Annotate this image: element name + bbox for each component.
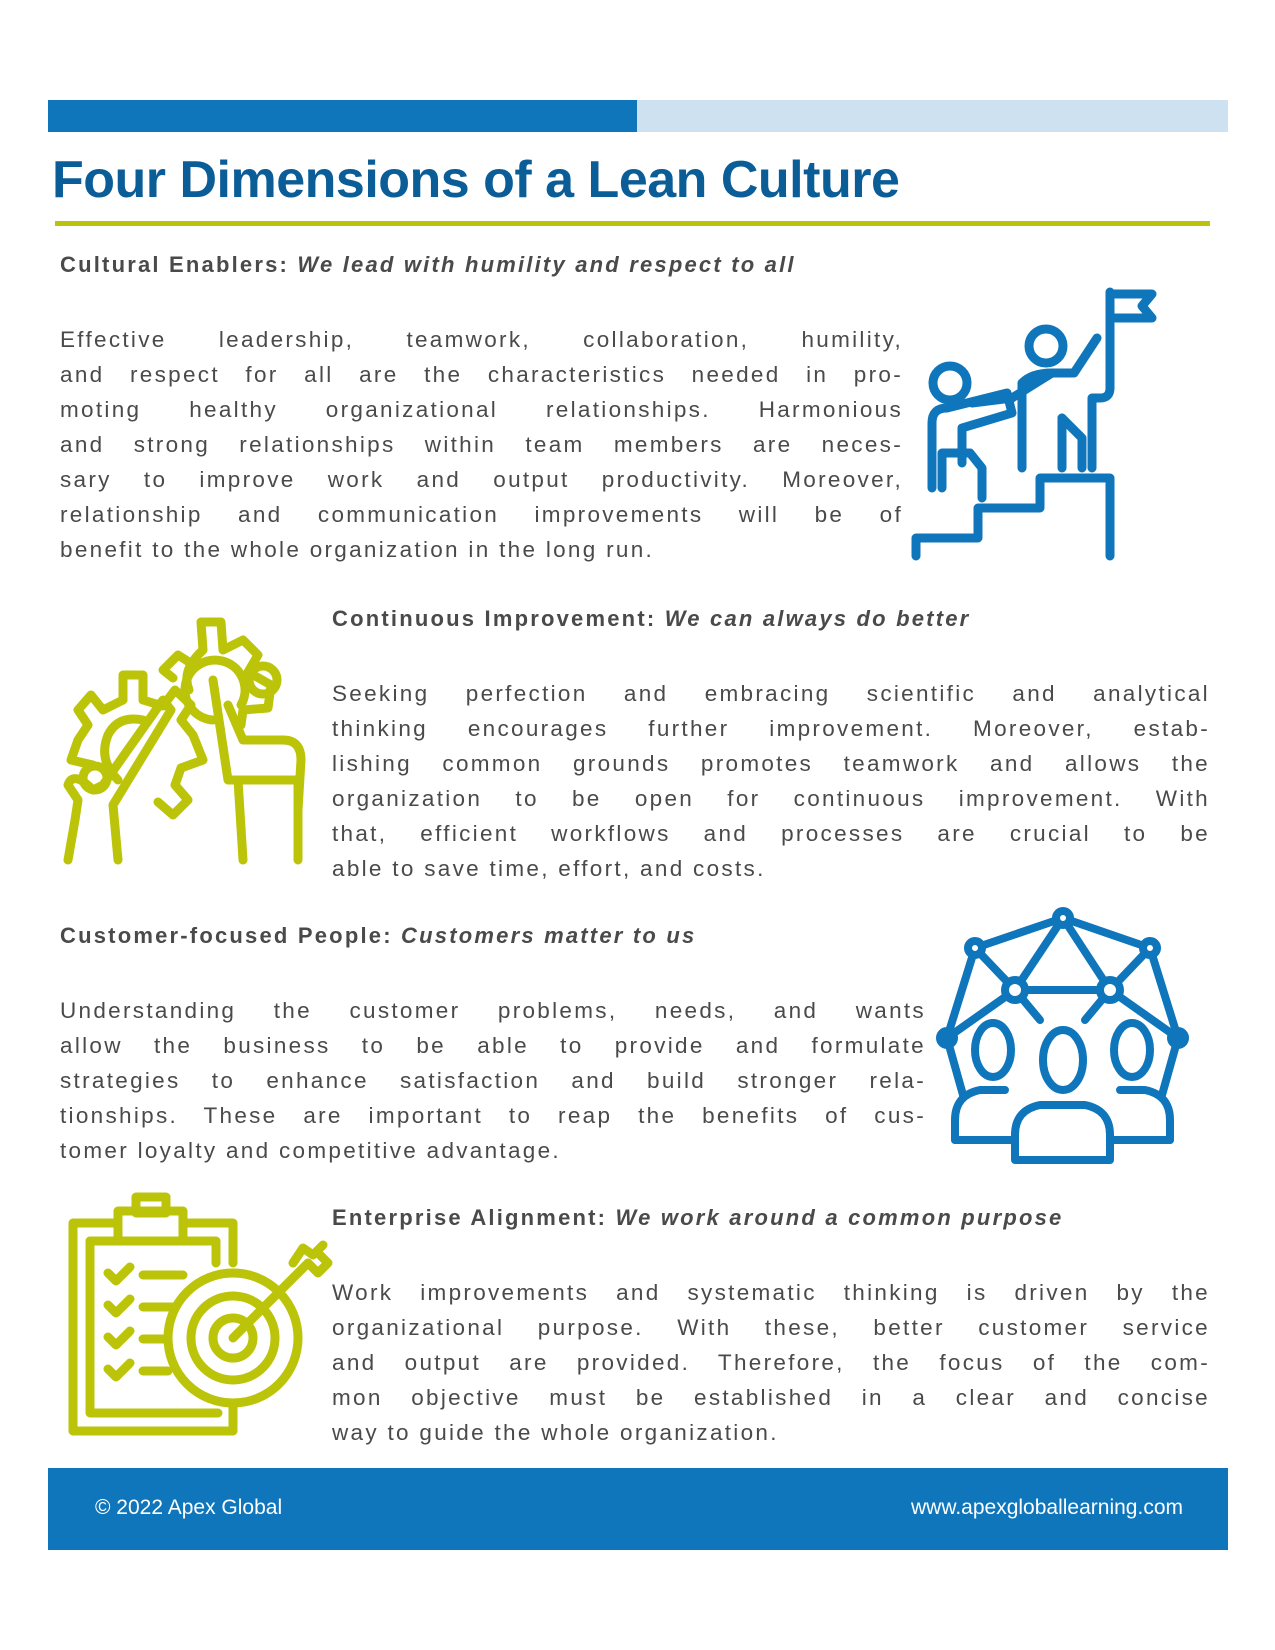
- paragraph-line: tomer loyalty and competitive advantage.: [60, 1138, 561, 1163]
- paragraph-line: Understanding the customer problems, needs, and wants: [60, 998, 926, 1023]
- clipboard-target-icon: [68, 1193, 330, 1437]
- paragraph-line: sary to improve work and output productivity. Moreover,: [60, 467, 903, 492]
- heading-label: Continuous Improvement:: [332, 606, 657, 631]
- section-heading-cultural-enablers: [60, 252, 796, 278]
- paragraph-line: Effective leadership, teamwork, collaboration, humility,: [60, 327, 903, 352]
- paragraph-line: organizational purpose. With these, better customer service: [332, 1315, 1210, 1340]
- people-with-gears-icon: [63, 610, 323, 872]
- paragraph-line: organization to be open for continuous improvement. With: [332, 786, 1210, 811]
- paragraph-line: way to guide the whole organization.: [332, 1420, 779, 1445]
- paragraph-line: allow the business to be able to provide and formulate: [60, 1033, 926, 1058]
- customer-network-icon: [935, 910, 1190, 1168]
- heading-label: Cultural Enablers:: [60, 252, 290, 277]
- header-accent-bar-dark: [48, 100, 637, 132]
- heading-label: Customer-focused People:: [60, 923, 393, 948]
- paragraph-line: Seeking perfection and embracing scientific and analytical: [332, 681, 1210, 706]
- paragraph-line: tionships. These are important to reap the benefits of cus-: [60, 1103, 926, 1128]
- section-paragraph: [60, 993, 926, 1168]
- footer: [48, 1468, 1228, 1550]
- paragraph-line: thinking encourages further improvement. Moreover, estab-: [332, 716, 1210, 741]
- paragraph-line: and strong relationships within team members are neces-: [60, 432, 903, 457]
- paragraph-line: able to save time, effort, and costs.: [332, 856, 766, 881]
- paragraph-line: Work improvements and systematic thinking is driven by the: [332, 1280, 1210, 1305]
- section-heading-customer-focused-people: [60, 923, 696, 949]
- paragraph-line: lishing common grounds promotes teamwork and allows the: [332, 751, 1210, 776]
- section-heading-enterprise-alignment: [332, 1205, 1063, 1231]
- section-heading-continuous-improvement: [332, 606, 970, 632]
- paragraph-line: strategies to enhance satisfaction and build stronger rela-: [60, 1068, 926, 1093]
- heading-tagline: We work around a common purpose: [615, 1205, 1064, 1230]
- heading-tagline: Customers matter to us: [401, 923, 697, 948]
- page-title: Four Dimensions of a Lean Culture: [52, 151, 900, 209]
- footer-website-link[interactable]: www.apexgloballearning.com: [911, 1496, 1183, 1519]
- title-underline: [55, 221, 1210, 226]
- section-paragraph: [332, 1275, 1210, 1450]
- heading-tagline: We lead with humility and respect to all: [297, 252, 796, 277]
- footer-copyright: © 2022 Apex Global: [95, 1496, 283, 1519]
- paragraph-line: benefit to the whole organization in the long run.: [60, 537, 655, 562]
- paragraph-line: relationship and communication improvements will be of: [60, 502, 903, 527]
- paragraph-line: moting healthy organizational relationships. Harmonious: [60, 397, 903, 422]
- paragraph-line: that, efficient workflows and processes are crucial to be: [332, 821, 1210, 846]
- header-accent-bar-light: [637, 100, 1228, 132]
- section-paragraph: [332, 676, 1210, 886]
- team-climbing-steps-icon: [912, 288, 1177, 560]
- paragraph-line: mon objective must be established in a clear and concise: [332, 1385, 1210, 1410]
- paragraph-line: and respect for all are the characteristics needed in pro-: [60, 362, 903, 387]
- heading-tagline: We can always do better: [664, 606, 971, 631]
- paragraph-line: and output are provided. Therefore, the focus of the com-: [332, 1350, 1210, 1375]
- heading-label: Enterprise Alignment:: [332, 1205, 608, 1230]
- section-paragraph: [60, 322, 903, 567]
